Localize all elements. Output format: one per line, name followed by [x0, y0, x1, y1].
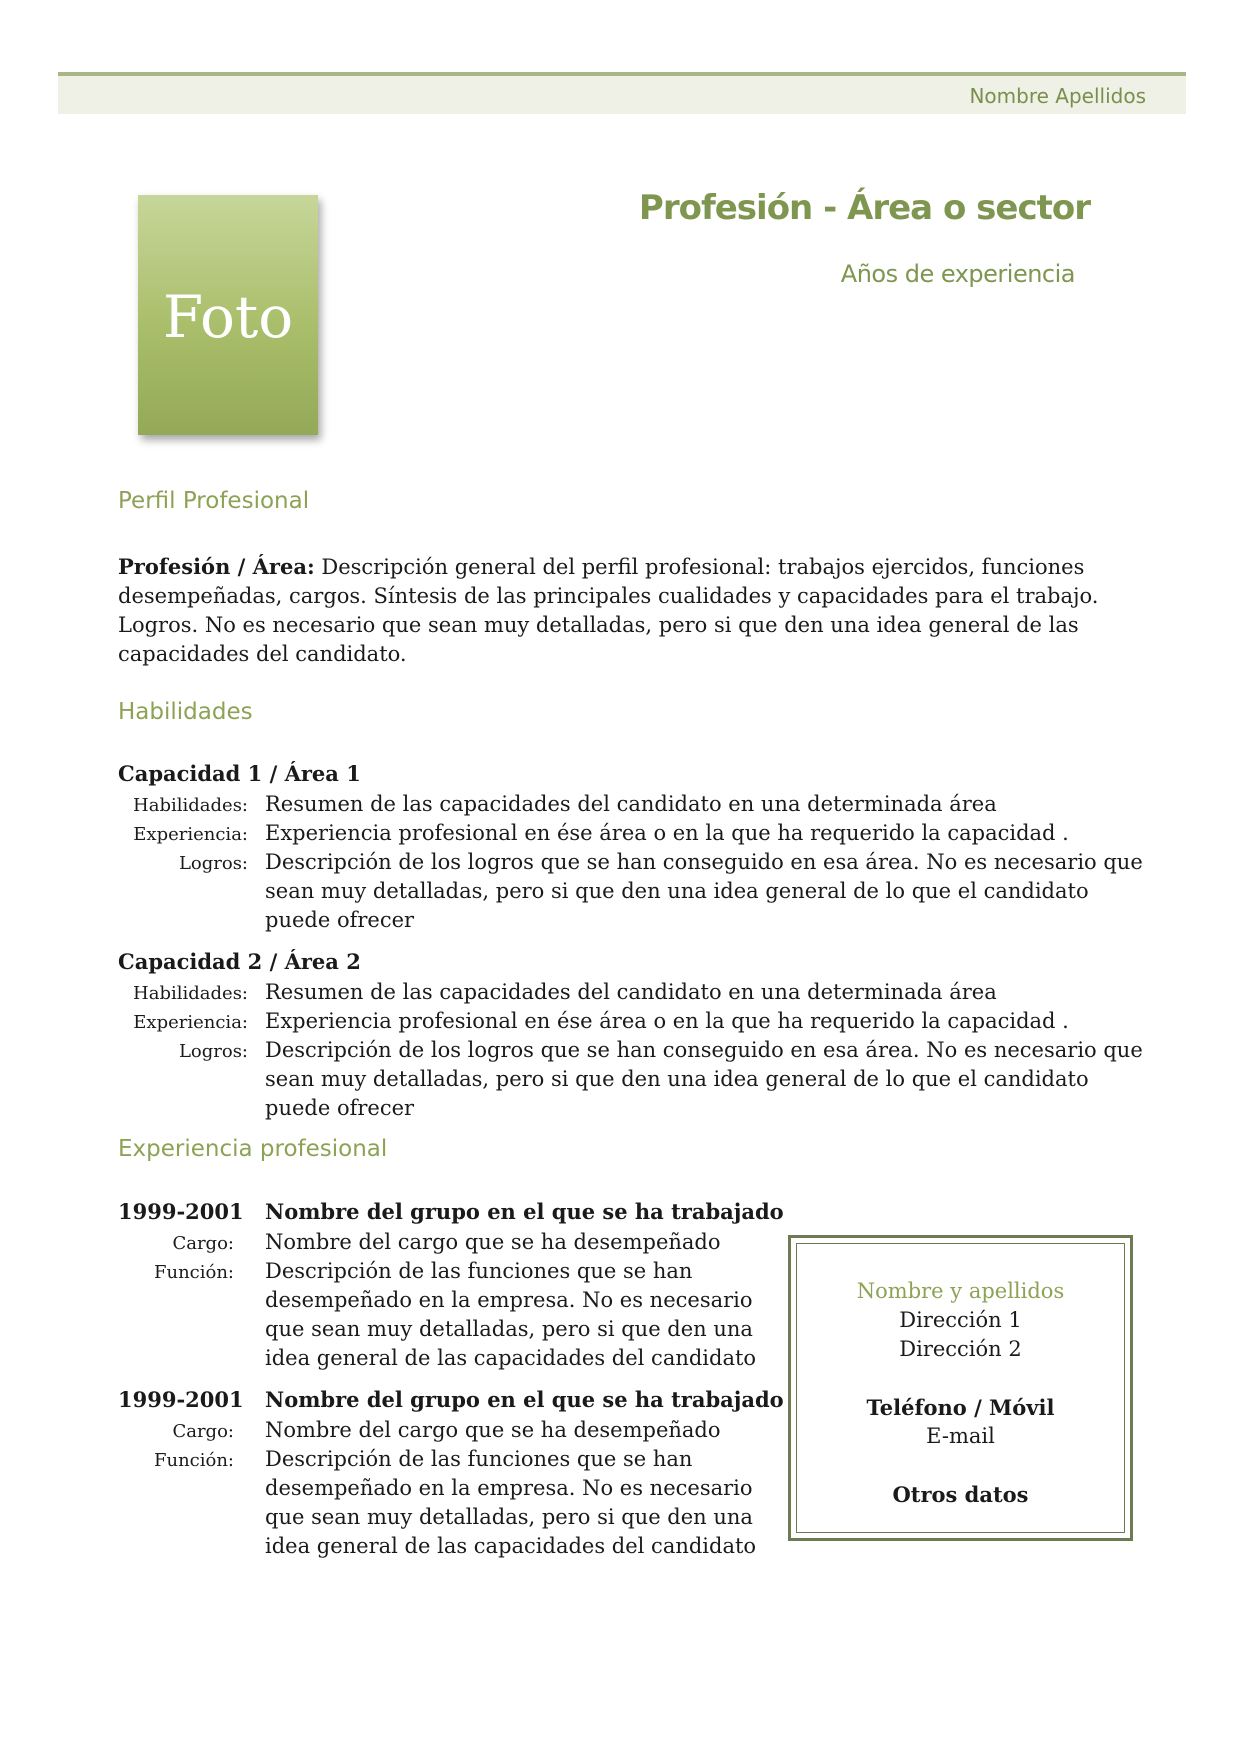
contact-box — [788, 1235, 1133, 1541]
experience-label: Función: — [153, 1450, 234, 1471]
header-bar — [58, 72, 1186, 114]
experience-group: Nombre del grupo en el que se ha trabajado — [265, 1387, 784, 1412]
profile-heading: Perfil Profesional — [118, 488, 310, 514]
skill-label: Experiencia: — [133, 824, 248, 845]
skill-value: Descripción de los logros que se han conseguido en esa área. No es necesario que sean muy detalladas, pero si que den una idea general de lo que el candidato puede ofrecer — [265, 850, 1143, 932]
skill-label: Habilidades: — [133, 983, 248, 1004]
contact-phone: Teléfono / Móvil — [866, 1395, 1055, 1420]
profile-line: desempeñadas, cargos. Síntesis de las principales cualidades y capacidades para el trabajo. — [118, 584, 1099, 608]
experience-heading: Experiencia profesional — [118, 1136, 388, 1162]
capability-title: Capacidad 2 / Área 2 — [118, 949, 361, 974]
contact-inner — [796, 1243, 1125, 1533]
profession-title: Profesión - Área o sector — [638, 188, 1090, 228]
experience-label: Función: — [153, 1262, 234, 1283]
skill-value: Descripción de los logros que se han conseguido en esa área. No es necesario que sean muy detalladas, pero si que den una idea general de lo que el candidato puede ofrecer — [265, 1038, 1143, 1120]
profile-line: Logros. No es necesario que sean muy detalladas, pero si que den una idea general de las — [118, 613, 1079, 637]
skill-label: Logros: — [178, 1041, 248, 1062]
skill-value: Experiencia profesional en ése área o en la que ha requerido la capacidad . — [265, 1009, 1069, 1033]
experience-value: Descripción de las funciones que se han desempeñado en la empresa. No es necesario que sean muy detalladas, pero si que den una idea general de las capacidades del candidato — [265, 1259, 757, 1370]
experience-group: Nombre del grupo en el que se ha trabajado — [265, 1199, 784, 1224]
capability-title: Capacidad 1 / Área 1 — [118, 761, 361, 786]
contact-other: Otros datos — [892, 1482, 1029, 1507]
contact-name: Nombre y apellidos — [856, 1279, 1065, 1303]
skills-heading: Habilidades — [118, 699, 253, 725]
skill-label: Habilidades: — [133, 795, 248, 816]
photo-label: Foto — [162, 283, 294, 351]
contact-address-2: Dirección 2 — [899, 1337, 1022, 1361]
experience-value: Descripción de las funciones que se han desempeñado en la empresa. No es necesario que sean muy detalladas, pero si que den una idea general de las capacidades del candidato — [265, 1447, 757, 1558]
profile-paragraph — [118, 552, 1128, 669]
skill-label: Logros: — [178, 853, 248, 874]
skill-value: Resumen de las capacidades del candidato en una determinada área — [265, 980, 997, 1004]
skill-label: Experiencia: — [133, 1012, 248, 1033]
experience-value: Nombre del cargo que se ha desempeñado — [265, 1418, 721, 1442]
experience-years: 1999-2001 — [118, 1199, 244, 1224]
contact-email: E-mail — [926, 1424, 995, 1448]
experience-label: Cargo: — [172, 1233, 234, 1254]
header-name: Nombre Apellidos — [969, 84, 1146, 108]
profile-lead: Profesión / Área: — [118, 554, 315, 579]
skill-value: Resumen de las capacidades del candidato en una determinada área — [265, 792, 997, 816]
profile-line: Profesión / Área: Descripción general del perfil profesional: trabajos ejercidos, funciones — [118, 554, 1085, 579]
experience-label: Cargo: — [172, 1421, 234, 1442]
profile-line: capacidades del candidato. — [118, 642, 407, 666]
skill-value: Experiencia profesional en ése área o en la que ha requerido la capacidad . — [265, 821, 1069, 845]
years-experience: Años de experiencia — [840, 260, 1075, 288]
experience-value: Nombre del cargo que se ha desempeñado — [265, 1230, 721, 1254]
photo-placeholder — [138, 195, 318, 435]
experience-years: 1999-2001 — [118, 1387, 244, 1412]
contact-address-1: Dirección 1 — [899, 1308, 1022, 1332]
